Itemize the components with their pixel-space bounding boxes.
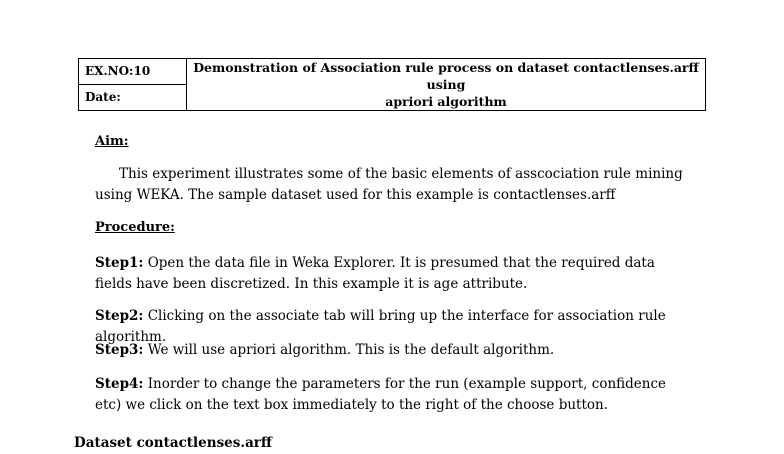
exercise-number: EX.NO:10	[79, 59, 187, 85]
title-line-2: apriori algorithm	[385, 94, 507, 109]
date-label: Date:	[79, 85, 187, 111]
procedure-step-3	[95, 340, 695, 361]
step-label: Step2:	[95, 308, 144, 324]
step-label: Step3:	[95, 342, 144, 358]
document-title	[187, 59, 706, 111]
step-label: Step4:	[95, 376, 144, 392]
header-table	[78, 58, 706, 111]
step-text: Open the data file in Weka Explorer. It is presumed that the required data fields have been discretized. In this example it is age attribute.	[95, 255, 655, 292]
cut-off-heading: Dataset contactlenses.arff	[74, 435, 273, 451]
step-text: Inorder to change the parameters for the run (example support, confidence etc) we click on the text box immediately to the right of the choose button.	[95, 376, 667, 413]
step-text: We will use apriori algorithm. This is the default algorithm.	[147, 342, 555, 358]
procedure-heading: Procedure:	[95, 220, 175, 235]
aim-heading: Aim:	[95, 134, 129, 149]
procedure-step-4	[95, 374, 695, 416]
procedure-step-1	[95, 253, 655, 295]
aim-text: This experiment illustrates some of the basic elements of asscociation rule mining using WEKA. The sample dataset used for this example is contactlenses.arff	[95, 166, 683, 203]
step-text: Clicking on the associate tab will bring up the interface for association rule algorithm.	[95, 308, 666, 345]
title-line-1: Demonstration of Association rule process on dataset contactlenses.arff using	[193, 60, 699, 92]
step-label: Step1:	[95, 255, 144, 271]
